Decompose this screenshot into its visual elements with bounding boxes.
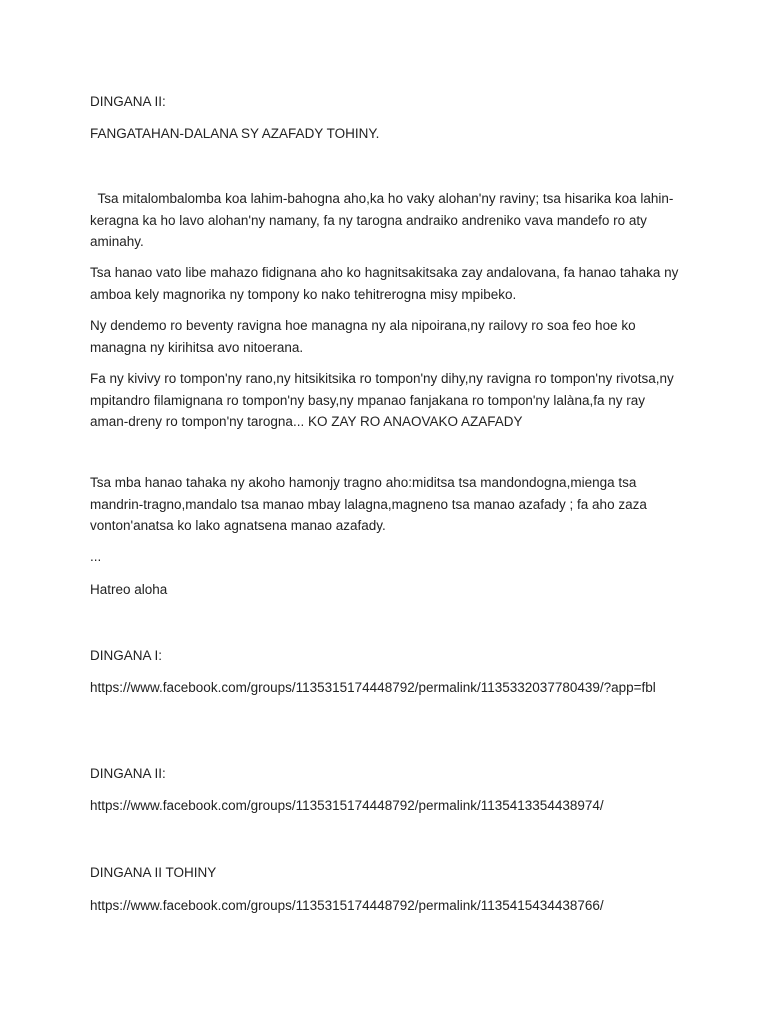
link-url-dingana-2-tohiny[interactable]: https://www.facebook.com/groups/1135315174448792/permalink/1135415434438766/ bbox=[90, 898, 604, 913]
ellipsis-text: ... bbox=[90, 549, 102, 564]
signoff-text: Hatreo aloha bbox=[90, 582, 168, 597]
document-title: FANGATAHAN-DALANA SY AZAFADY TOHINY. bbox=[90, 126, 380, 141]
link-url-dingana-2[interactable]: https://www.facebook.com/groups/1135315174448792/permalink/1135413354438974/ bbox=[90, 798, 604, 813]
paragraph-3: Ny dendemo ro beventy ravigna hoe managna ny ala nipoirana,ny railovy ro soa feo hoe ko managna ny kirihitsa avo nitoerana. bbox=[90, 318, 636, 355]
link-url-dingana-1[interactable]: https://www.facebook.com/groups/1135315174448792/permalink/1135332037780439/?app=fbl bbox=[90, 680, 656, 695]
paragraph-1: Tsa mitalombalomba koa lahim-bahogna aho,ka ho vaky alohan'ny raviny; tsa hisarika koa lahin-keragna ka ho lavo alohan'ny namany, fa ny tarogna andraiko andreniko vava mandefo ro aty aminahy. bbox=[90, 191, 674, 249]
chapter-heading: DINGANA II: bbox=[90, 94, 166, 109]
paragraph-5: Tsa mba hanao tahaka ny akoho hamonjy tragno aho:miditsa tsa mandondogna,mienga tsa mandrin-tragno,mandalo tsa manao mbay lalagna,magneno tsa manao azafady ; fa aho zaza vonton'anatsa ko lako agnatsena manao azafady. bbox=[90, 475, 647, 533]
paragraph-4: Fa ny kivivy ro tompon'ny rano,ny hitsikitsika ro tompon'ny dihy,ny ravigna ro tompon'ny rivotsa,ny mpitandro filamignana ro tompon'ny basy,ny mpanao fanjakana ro tompon'ny lalàna,fa ny ray aman-dreny ro tompon'ny tarogna... KO ZAY RO ANAOVAKO AZAFADY bbox=[90, 371, 674, 429]
link-label-dingana-2-tohiny: DINGANA II TOHINY bbox=[90, 865, 217, 880]
paragraph-2: Tsa hanao vato libe mahazo fidignana aho ko hagnitsakitsaka zay andalovana, fa hanao tahaka ny amboa kely magnorika ny tompony ko nako tehitrerogna misy mpibeko. bbox=[90, 265, 679, 302]
link-label-dingana-1: DINGANA I: bbox=[90, 648, 163, 663]
link-label-dingana-2: DINGANA II: bbox=[90, 766, 166, 781]
